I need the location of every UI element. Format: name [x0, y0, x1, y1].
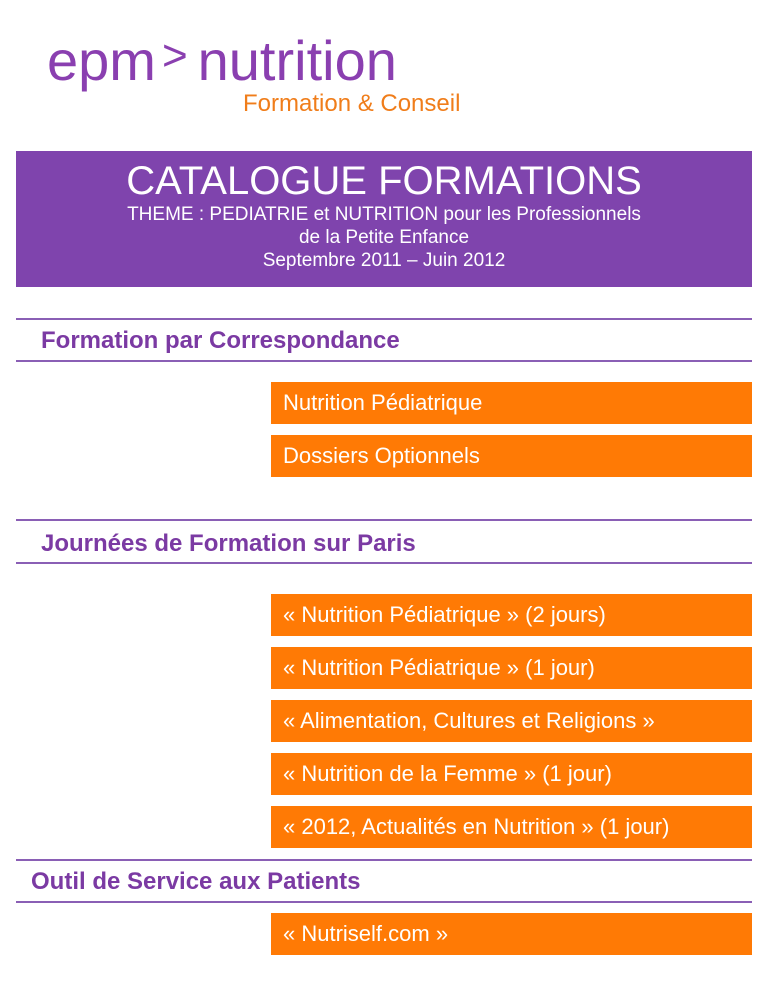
- item-nutrition-pediatrique-1-jour[interactable]: « Nutrition Pédiatrique » (1 jour): [271, 647, 752, 689]
- item-nutriself[interactable]: « Nutriself.com »: [271, 913, 752, 955]
- item-nutrition-pediatrique[interactable]: Nutrition Pédiatrique: [271, 382, 752, 424]
- section-title-outil-patients: Outil de Service aux Patients: [31, 868, 361, 895]
- item-dossiers-optionnels[interactable]: Dossiers Optionnels: [271, 435, 752, 477]
- catalogue-banner: [16, 151, 752, 287]
- section-title-journees-paris: Journées de Formation sur Paris: [41, 530, 416, 557]
- item-alimentation-cultures-religions[interactable]: « Alimentation, Cultures et Religions »: [271, 700, 752, 742]
- section-divider: [16, 901, 752, 903]
- theme-line-2: de la Petite Enfance: [298, 227, 470, 248]
- item-nutrition-pediatrique-2-jours[interactable]: « Nutrition Pédiatrique » (2 jours): [271, 594, 752, 636]
- theme-line-1: THEME : PEDIATRIE et NUTRITION pour les Professionnels: [127, 204, 641, 225]
- section-title-correspondance: Formation par Correspondance: [41, 327, 400, 354]
- logo-wordmark: [47, 24, 397, 93]
- logo-tagline: Formation & Conseil: [243, 90, 461, 117]
- period: Septembre 2011 – Juin 2012: [262, 250, 506, 271]
- section-divider: [16, 519, 752, 521]
- section-divider: [16, 318, 752, 320]
- logo-brand-left: epm: [47, 29, 156, 92]
- logo-brand-right: nutrition: [197, 29, 397, 92]
- item-nutrition-femme[interactable]: « Nutrition de la Femme » (1 jour): [271, 753, 752, 795]
- section-divider: [16, 562, 752, 564]
- section-divider: [16, 859, 752, 861]
- section-divider: [16, 360, 752, 362]
- catalogue-title: CATALOGUE FORMATIONS: [126, 159, 642, 203]
- item-actualites-nutrition-2012[interactable]: « 2012, Actualités en Nutrition » (1 jour): [271, 806, 752, 848]
- logo-arrow: >: [161, 31, 188, 80]
